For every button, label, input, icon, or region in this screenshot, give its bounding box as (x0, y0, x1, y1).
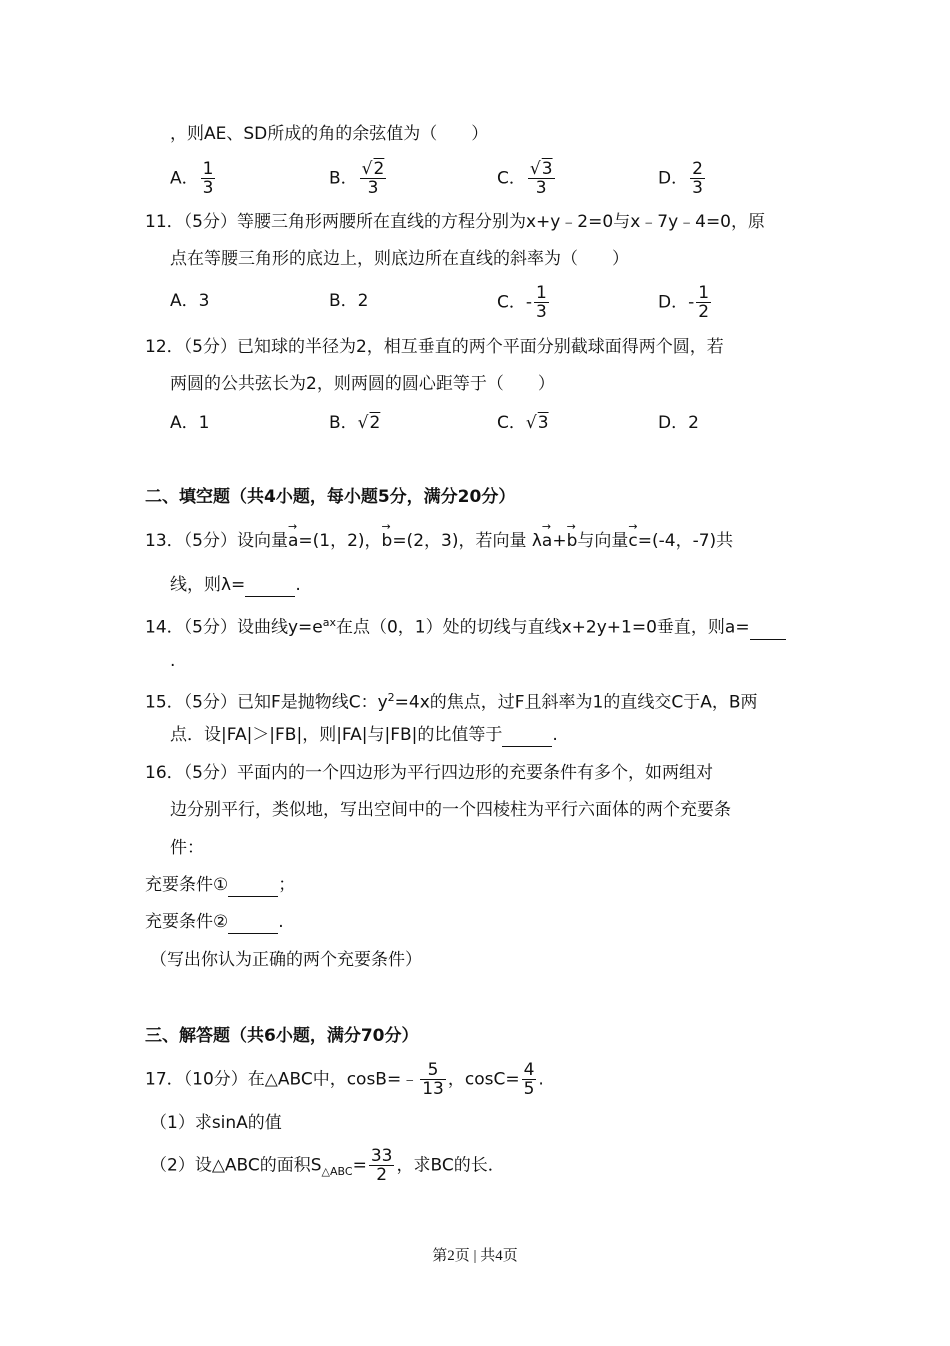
q17-part-1: （1）求sinA的值 (150, 1113, 282, 1133)
q16-line1: 16．（5分）平面内的一个四边形为平行四边形的充要条件有多个，如两组对 (145, 763, 713, 783)
answer-blank (228, 911, 278, 934)
q12-line2: 两圆的公共弦长为2，则两圆的圆心距等于（ ） (170, 374, 555, 394)
q10-option-b: B． $\frac{√2}{3}$ (329, 159, 385, 198)
q11-option-a: A．3 (170, 291, 210, 311)
q12-option-c: C．√3 (497, 413, 549, 433)
q16-line2: 边分别平行，类似地，写出空间中的一个四棱柱为平行六面体的两个充要条 (170, 800, 731, 820)
answer-blank (502, 724, 552, 747)
q17-line1: 17．（10分）在△ABC中，cosB=﹣ $\frac{5}{13}$ ，cosC= $\frac{4}{5}$ . (145, 1060, 544, 1099)
q10-option-d: D． $\frac{2}{3}$ (658, 159, 703, 198)
q12-line1: 12．（5分）已知球的半径为2，相互垂直的两个平面分别截球面得两个圆，若 (145, 337, 724, 357)
q13-line1: 13．（5分）设向量→ a=(1，2)，→ b=(2，3)，若向量 λ→ a+→ b与向量→ c=(-4，-7)共 (145, 530, 733, 552)
q11-line2: 点在等腰三角形的底边上，则底边所在直线的斜率为（ ） (170, 249, 629, 269)
section-3-heading: 三、解答题（共6小题，满分70分） (145, 1026, 419, 1046)
q17-part-2: （2）设△ABC的面积$S_{\triangle ABC}=$ $\frac{33}{2}$ ，求BC的长． (150, 1146, 505, 1185)
q11-option-d: D．- $\frac{1}{2}$ (658, 283, 710, 322)
q11-option-b: B．2 (329, 291, 369, 311)
q10-option-a: A． $\frac{1}{3}$ (170, 159, 214, 198)
q15-line1: 15．（5分）已知F是抛物线C：$y^2=4x$的焦点，过F且斜率为1的直线交C于A，B两 (145, 691, 758, 713)
q16-note: （写出你认为正确的两个充要条件） (150, 950, 422, 970)
q10-tail: ，则AE、SD所成的角的余弦值为（ ） (170, 124, 489, 144)
q14-line1: 14．（5分）设曲线$y=e^{ax}$在点（0，1）处的切线与直线x+2y+1=0垂直，则a= (145, 612, 786, 640)
q14-line2: . (170, 651, 176, 671)
q15-line2: 点．设|FA|＞|FB|，则|FA|与|FB|的比值等于 . (170, 725, 558, 745)
answer-blank (750, 617, 786, 640)
q13-line2: 线，则λ= . (170, 575, 301, 595)
answer-blank (228, 874, 278, 897)
page-footer: 第2页 | 共4页 (432, 1248, 518, 1264)
q12-option-b: B．√2 (329, 413, 381, 433)
q16-condition-1: 充要条件① ； (145, 875, 296, 895)
answer-blank (245, 574, 295, 597)
q11-line1: 11．（5分）等腰三角形两腰所在直线的方程分别为x+y﹣2=0与x﹣7y﹣4=0，原 (145, 212, 766, 232)
q10-option-c: C． $\frac{√3}{3}$ (497, 159, 553, 198)
section-2-heading: 二、填空题（共4小题，每小题5分，满分20分） (145, 487, 516, 507)
q12-option-d: D．2 (658, 413, 699, 433)
q16-line3: 件： (170, 838, 204, 858)
q12-option-a: A．1 (170, 413, 210, 433)
q16-condition-2: 充要条件② . (145, 912, 284, 932)
q11-option-c: C．- $\frac{1}{3}$ (497, 283, 547, 322)
